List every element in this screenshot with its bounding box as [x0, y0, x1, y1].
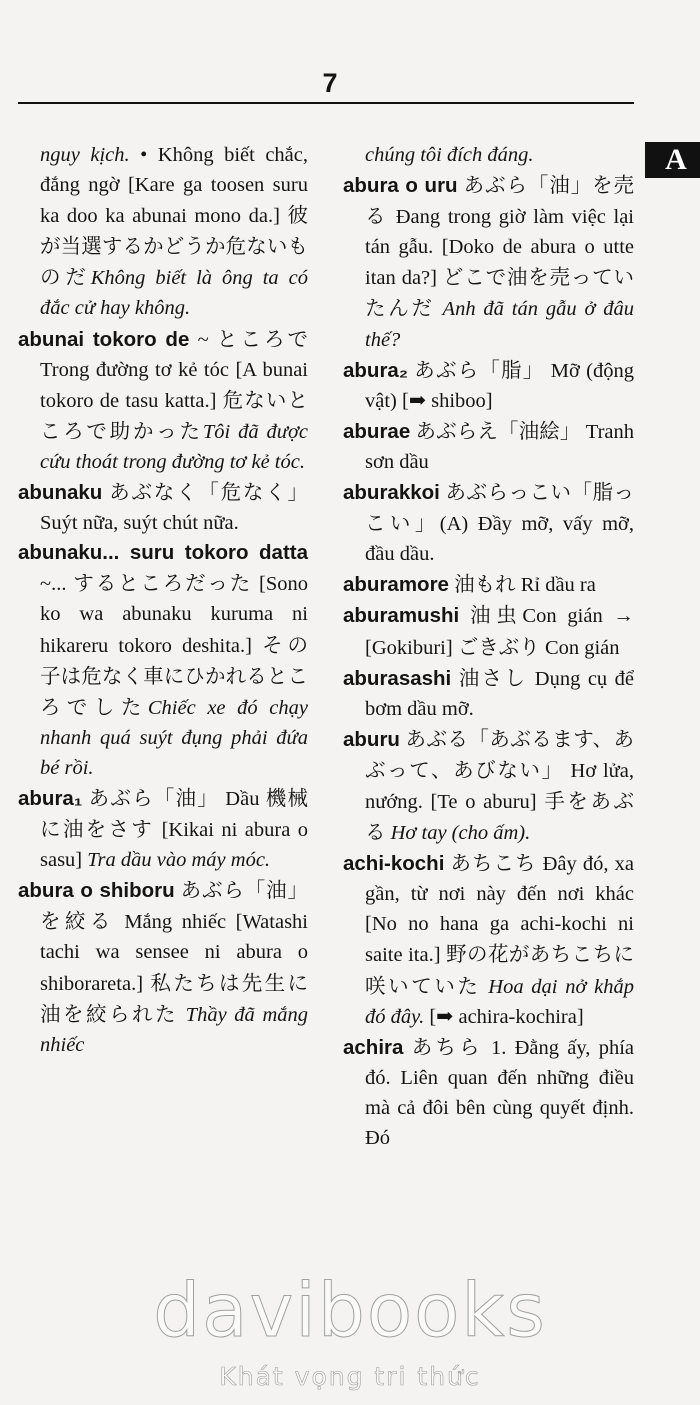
translation-text: Chiếc xe đó chạy nhanh quá suýt đụng phải đứa bé rồi. [40, 696, 308, 779]
japanese-text: 油もれ [454, 572, 516, 597]
section-thumb-tab: A [645, 142, 700, 178]
entry-text [451, 668, 458, 690]
entry-text [459, 605, 470, 627]
dictionary-entry [18, 538, 308, 783]
japanese-text: どこで油を売っていたんだ [365, 265, 635, 321]
japanese-text: ところで [216, 326, 309, 351]
translation-text: chúng tôi đích đáng. [365, 144, 534, 166]
entry-headword: abunaku [18, 481, 103, 505]
japanese-text: 機械に油をさす [40, 785, 309, 842]
japanese-text: あちこち [450, 851, 537, 876]
dictionary-entry [343, 663, 634, 724]
entry-headword: abura o uru [343, 174, 458, 198]
japanese-text: するところだった [73, 571, 253, 596]
japanese-text: あぶら「油」を売る [365, 173, 635, 229]
entry-text: Đây đó, xa gần, từ nơi này đến nơi khác [No no hana ga achi-kochi ni saite ita.] [365, 853, 634, 967]
entry-text: • Không biết chắc, đắng ngờ [Kare ga toosen suru ka doo ka abunai mono da.] [40, 144, 308, 228]
japanese-text: あちら [411, 1034, 483, 1059]
entry-text: Đang trong giờ làm việc lại tán gẫu. [Doko de abura o utte itan da?] [365, 206, 634, 290]
entry-headword: achira [343, 1035, 404, 1059]
entry-text: ~... [40, 573, 74, 596]
entry-headword: aburu [343, 727, 400, 751]
translation-text: Hoa dại nở khắp đó đây. [365, 975, 634, 1028]
japanese-text: あぶら「油」を絞る [40, 878, 309, 934]
entry-text: 1. Đằng ấy, phía đó. Liên quan đến những điều mà cả đôi bên cùng quyết định. Đó [365, 1036, 634, 1149]
translation-text: Thầy đã mắng nhiếc [40, 1003, 308, 1056]
dictionary-entry [18, 324, 308, 477]
japanese-text: 手をあぶる [365, 788, 634, 845]
right-column [343, 140, 634, 1153]
entry-headword: aburasashi [343, 666, 452, 690]
entry-text: Suýt nữa, suýt chút nữa. [40, 512, 239, 535]
japanese-text: 危ないところで助かった [40, 387, 309, 443]
entry-headword: aburakkoi [343, 481, 440, 505]
entry-text: ~ [189, 328, 217, 351]
translation-text: nguy kịch. [40, 144, 130, 166]
entry-headword: aburamore [343, 573, 449, 597]
entry-text: Mỡ (động vật) [➡ shiboo] [365, 359, 634, 412]
dictionary-entry [18, 477, 308, 538]
dictionary-entry [343, 569, 634, 600]
dictionary-entry [343, 416, 634, 477]
japanese-text: あぶる「あぶるます、あぶって、あびない」 [365, 726, 635, 782]
entry-text: Dụng cụ để bơm dầu mỡ. [365, 667, 635, 720]
translation-text: Hơ tay (cho ấm). [390, 822, 531, 845]
entry-text: [➡ achira-kochira] [424, 1005, 584, 1028]
dictionary-entry [343, 170, 634, 355]
entry-text: Mắng nhiếc [Watashi tachi wa sensee ni abura o shiboraretа.] [40, 911, 309, 995]
japanese-text: あぶら「油」 [88, 785, 219, 810]
dictionary-entry [18, 140, 308, 324]
japanese-text: 彼が当選するかどうか危ないものだ [40, 203, 308, 290]
entry-headword: abura o shiboru [18, 879, 175, 903]
page-number: 7 [322, 68, 338, 98]
entry-text: (A) Đầy mỡ, vấy mỡ, đầu dầu. [365, 513, 634, 566]
dictionary-entry [343, 600, 634, 662]
watermark-brand: davibooks [153, 1268, 547, 1354]
dictionary-entry [343, 140, 634, 170]
entry-headword: abura₁ [18, 786, 83, 810]
entry-text [403, 1037, 411, 1059]
watermark-tagline: Khát vọng tri thức [219, 1362, 481, 1391]
entry-headword: aburae [343, 419, 411, 443]
japanese-text: その子は危なく車にひかれるところでした [40, 632, 309, 719]
dictionary-entry [343, 355, 634, 416]
dictionary-entry [343, 477, 634, 569]
entry-headword: achi-kochi [343, 852, 445, 876]
entry-text: Dầu [218, 787, 266, 810]
entry-headword: aburamushi [343, 604, 460, 628]
entry-text: Hơ lửa, nướng. [Te o aburu] [365, 759, 634, 813]
japanese-text: あぶなく「危なく」 [109, 480, 309, 505]
entry-headword: abura₂ [343, 358, 408, 382]
japanese-text: あぶらえ「油絵」 [415, 418, 581, 443]
entry-text: [Sono ko wa abunaku kuruma ni hikareru tokoro deshita.] [40, 573, 308, 657]
japanese-text: 野の花があちこちに咲いていた [365, 942, 634, 998]
entry-headword: abunaku... suru tokoro datta [18, 541, 308, 565]
japanese-text: ごきぶり [457, 634, 540, 659]
japanese-text: 油さし [458, 665, 528, 690]
header-rule [18, 102, 634, 104]
entry-text: Trong đường tơ kẻ tóc [A bunai tokoro de tasu katta.] [40, 358, 308, 412]
entry-headword: abunai tokoro de [18, 327, 190, 351]
dictionary-entry [18, 783, 308, 875]
dictionary-entry [343, 724, 634, 848]
entry-text: Tranh sơn dầu [365, 420, 635, 473]
entry-text: [Kikai ni abura o sasu] [40, 819, 309, 872]
translation-text: Tôi đã được cứu thoát trong đường tơ kẻ tóc. [40, 420, 308, 473]
japanese-text: 私たちは先生に油を絞られた [40, 970, 308, 1026]
japanese-text: あぶら「脂」 [414, 357, 545, 382]
japanese-text: 油虫 [470, 603, 523, 628]
left-column [18, 140, 308, 1060]
translation-text: Không biết là ông ta có đắc cử hay không. [40, 267, 309, 320]
translation-text: Anh đã tán gẫu ở đâu thế? [365, 298, 634, 351]
entry-text: Rỉ dầu ra [515, 574, 596, 597]
dictionary-entry [18, 875, 308, 1060]
translation-text: Tra dầu vào máy móc. [87, 849, 271, 872]
japanese-text: あぶらっこい「脂っこい」 [365, 480, 635, 536]
entry-text: Con gián [539, 636, 620, 659]
dictionary-entry [343, 848, 634, 1032]
dictionary-entry [343, 1032, 634, 1153]
entry-text: Con gián → [Gokiburi] [365, 605, 635, 659]
